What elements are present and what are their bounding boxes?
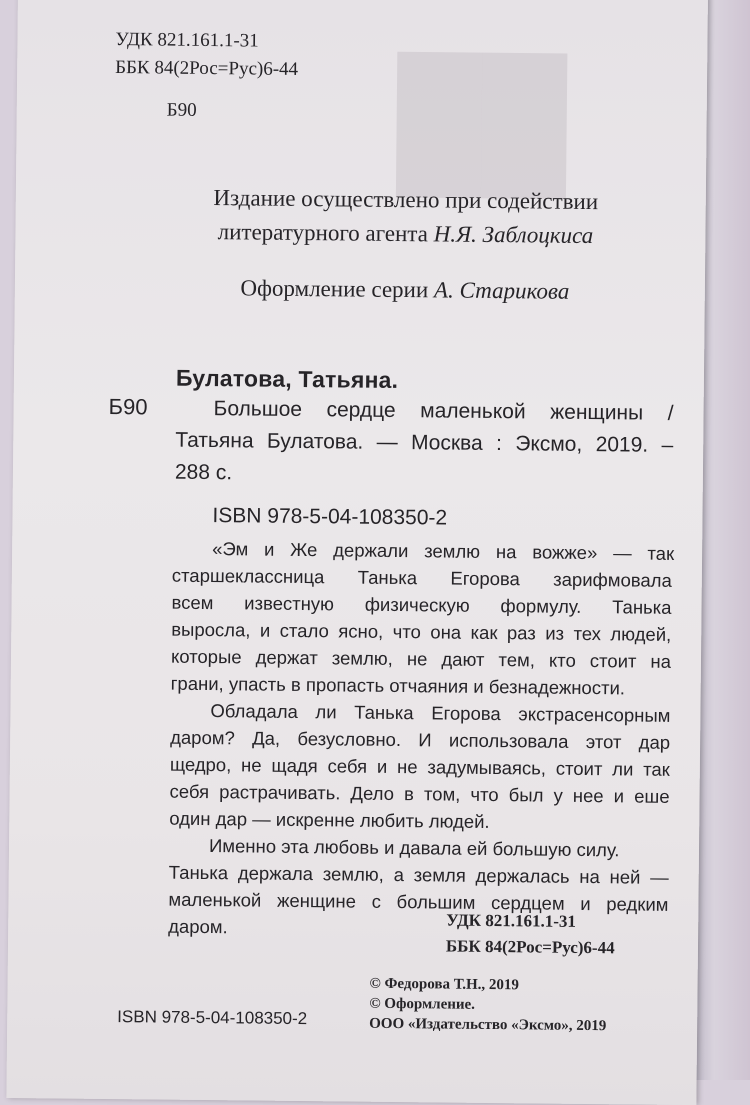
designer-name: А. Старикова [433,277,570,304]
credit-agent-line1: Издание осуществлено при содействии [213,185,599,215]
annotation-line: щедро, не щадя себя и не задумываясь, стоит ли так [169,753,670,780]
bibliographic-line-2: Татьяна Булатова. — Москва : Эксмо, 2019. – [175,428,674,457]
annotation-line: всем известную физическую формулу. Танька [171,591,672,618]
footer-bbk: ББК 84(2Рос=Рус)6-44 [445,936,615,958]
annotation-line: Именно эта любовь и давала ей большую силу. [208,835,620,861]
annotation-line: один дар — искренне любить людей. [169,807,490,832]
udk-code: УДК 821.161.1-31 [115,29,259,52]
isbn-record: ISBN 978-5-04-108350-2 [212,504,448,530]
credit-design-prefix: Оформление серии [240,275,435,303]
bleed-through-shadow: ██ [395,53,568,189]
footer-udk: УДК 821.161.1-31 [446,910,577,931]
agent-name: Н.Я. Заблоцкиса [433,221,594,249]
copyright-publisher: ООО «Издательство «Эксмо», 2019 [369,1015,607,1035]
author-mark: Б90 [108,393,148,420]
author-heading: Булатова, Татьяна. [175,364,399,394]
isbn-footer: ISBN 978-5-04-108350-2 [117,1007,308,1029]
credit-design-line [165,275,645,306]
bibliographic-line-3: 288 с. [174,460,233,485]
annotation-line: маленькой женщине с большим сердцем и редким [168,888,669,915]
bibliographic-line-1: Большое сердце маленькой женщины / [213,397,674,425]
copyright-design: © Оформление. [369,995,476,1013]
author-mark-top: Б90 [166,99,197,121]
annotation-line: старшеклассница Танька Егорова зарифмовала [171,564,672,591]
copyright-author: © Федорова Т.Н., 2019 [369,975,520,994]
annotation-line: даром. [168,915,228,938]
annotation-line: себя растрачивать. Дело в том, что был у нее и еше [169,780,670,807]
book-page [6,0,708,1105]
annotation-line: выросла, и стало ясно, что она как раз из тех людей, [171,618,672,645]
annotation-line: Обладала ли Танька Егорова экстрасенсорным [210,700,671,726]
annotation-line: даром? Да, безусловно. И использовала этот дар [170,726,671,753]
annotation-line: грани, упасть в пропасть отчаяния и безнадежности. [170,672,626,699]
annotation-line: Танька держала землю, а земля держалась на ней — [168,861,669,888]
bbk-code: ББК 84(2Рос=Рус)6-44 [115,57,299,80]
annotation-line: «Эм и Же держали землю на вожже» — так [212,538,675,564]
annotation-line: которые держат землю, не дают тем, кто стоит на [170,645,672,672]
credit-agent-line2 [165,219,645,250]
credit-agent-prefix: литературного агента [217,219,434,247]
